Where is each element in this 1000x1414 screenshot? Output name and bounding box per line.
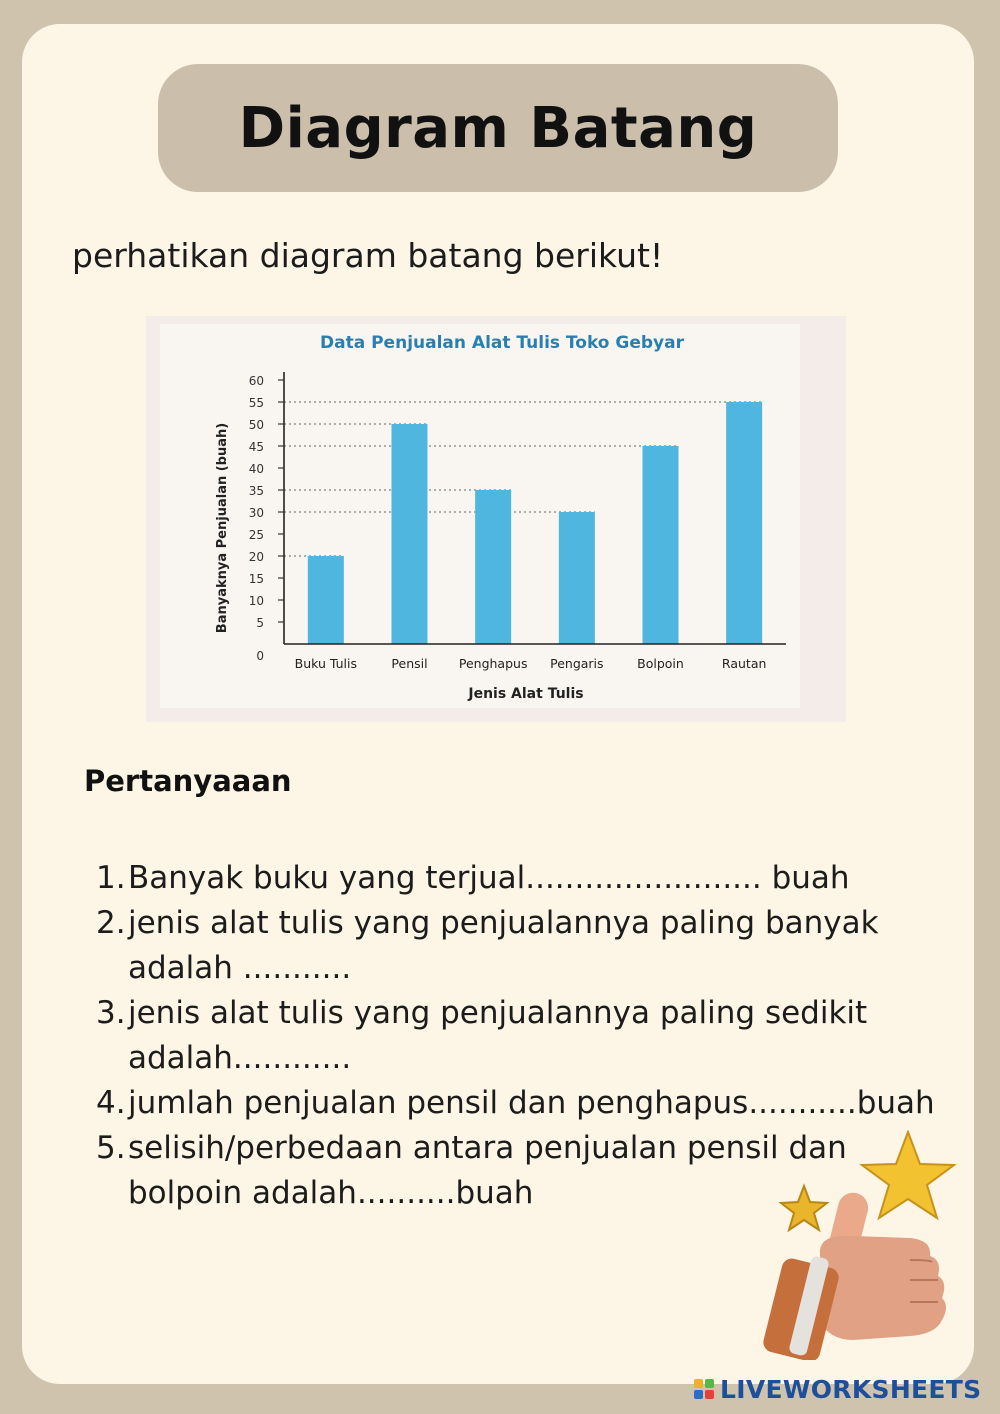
bar bbox=[392, 424, 428, 644]
large-star-icon bbox=[862, 1132, 954, 1218]
question-text: jenis alat tulis yang penjualannya paling banyak adalah ........... bbox=[128, 905, 879, 986]
y-axis-label: Banyaknya Penjualan (buah) bbox=[215, 422, 230, 634]
x-tick-label: Pengaris bbox=[550, 656, 604, 671]
bar-chart-image bbox=[146, 316, 846, 722]
title-banner bbox=[158, 64, 838, 192]
question-text: Banyak buku yang terjual........................ buah bbox=[128, 860, 850, 896]
question-number: 5. bbox=[96, 1130, 126, 1166]
bar bbox=[559, 512, 595, 644]
bar bbox=[475, 490, 511, 644]
y-tick-label: 10 bbox=[248, 594, 264, 608]
chart-title: Data Penjualan Alat Tulis Toko Gebyar bbox=[320, 333, 684, 353]
brand-name: LIVEWORKSHEETS bbox=[720, 1374, 982, 1404]
x-axis-label: Jenis Alat Tulis bbox=[468, 686, 584, 702]
x-tick-label: Buku Tulis bbox=[294, 656, 358, 671]
x-tick-label: Rautan bbox=[721, 656, 767, 671]
thumbs-up-icon bbox=[761, 1190, 946, 1360]
thumbs-up-with-stars-icon bbox=[760, 1130, 960, 1360]
y-tick-label: 45 bbox=[248, 440, 264, 454]
questions-heading: Pertanyaaan bbox=[84, 764, 292, 798]
bar bbox=[643, 446, 679, 644]
question-number: 1. bbox=[96, 860, 126, 896]
question-number: 4. bbox=[96, 1085, 126, 1121]
y-tick-label: 25 bbox=[248, 528, 264, 542]
y-tick-label: 15 bbox=[248, 572, 264, 586]
small-star-icon bbox=[781, 1186, 827, 1230]
question-item bbox=[96, 901, 936, 991]
page-title: Diagram Batang bbox=[238, 95, 758, 161]
question-item bbox=[96, 856, 936, 901]
question-item bbox=[96, 1081, 936, 1126]
question-text: jumlah penjualan pensil dan penghapus...........buah bbox=[128, 1085, 935, 1121]
y-tick-label: 5 bbox=[256, 616, 264, 630]
y-tick-label: 30 bbox=[248, 506, 264, 520]
bar bbox=[726, 402, 762, 644]
y-tick-label: 35 bbox=[248, 484, 264, 498]
question-item bbox=[96, 991, 936, 1081]
question-number: 3. bbox=[96, 995, 126, 1031]
x-tick-label: Bolpoin bbox=[637, 656, 684, 671]
x-tick-label: Pensil bbox=[391, 656, 428, 671]
y-tick-label: 20 bbox=[248, 550, 264, 564]
liveworksheets-logo-icon bbox=[694, 1379, 714, 1399]
y-tick-label: 55 bbox=[248, 396, 264, 410]
question-text: selisih/perbedaan antara penjualan pensil dan bolpoin adalah..........buah bbox=[128, 1130, 847, 1211]
y-tick-label: 40 bbox=[248, 462, 264, 476]
instruction-text: perhatikan diagram batang berikut! bbox=[72, 236, 664, 275]
liveworksheets-brand[interactable] bbox=[694, 1372, 981, 1406]
y-tick-label: 60 bbox=[248, 374, 264, 388]
y-tick-label: 50 bbox=[248, 418, 264, 432]
bar-chart bbox=[146, 316, 846, 722]
question-number: 2. bbox=[96, 905, 126, 941]
x-tick-label: Penghapus bbox=[458, 656, 528, 671]
question-text: jenis alat tulis yang penjualannya paling sedikit adalah............ bbox=[128, 995, 868, 1076]
y-tick-label: 0 bbox=[256, 649, 264, 663]
bar bbox=[308, 556, 344, 644]
